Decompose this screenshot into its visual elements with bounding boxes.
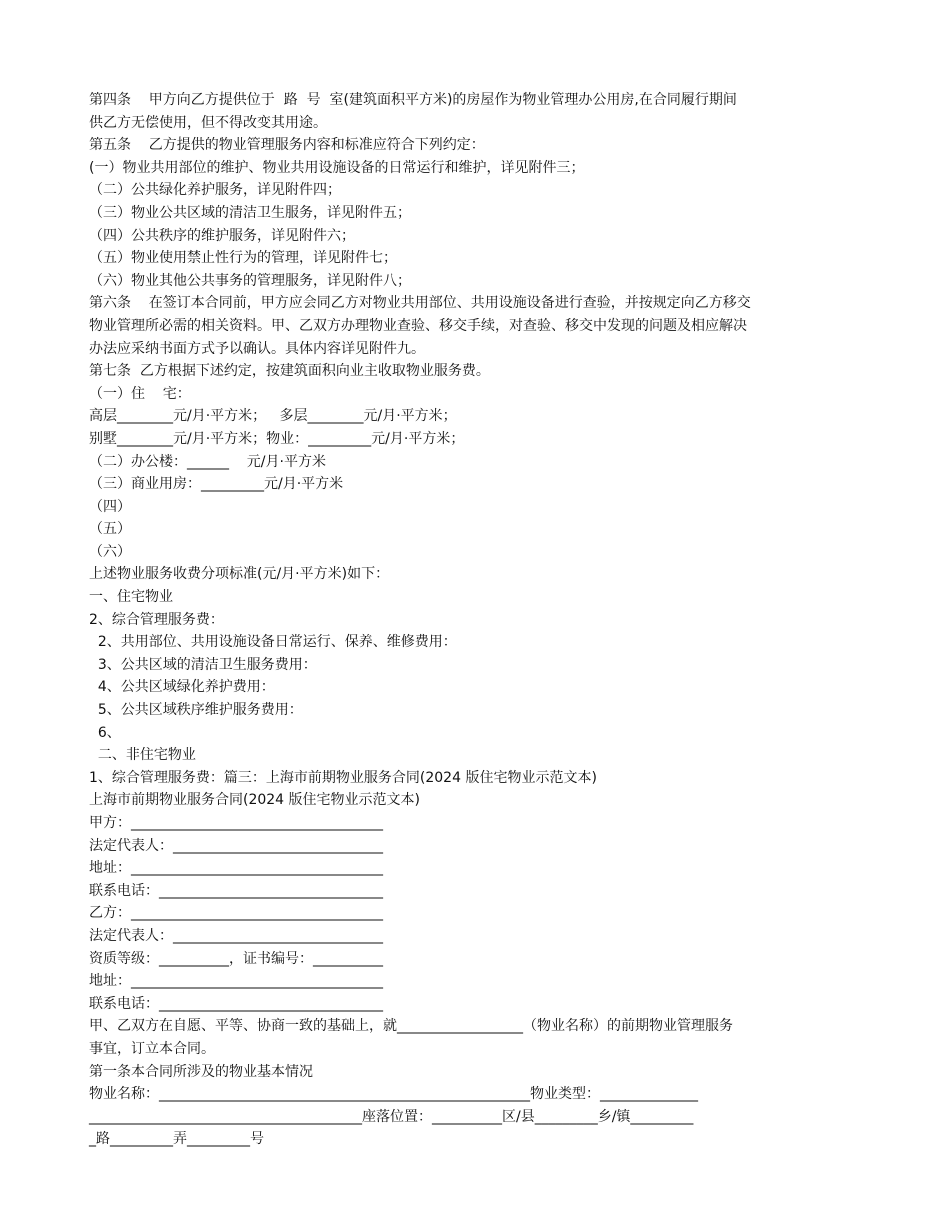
text-line: (一）物业共用部位的维护、物业共用设施设备的日常运行和维护，详见附件三； <box>89 159 585 176</box>
text-line: 法定代表人：______________________________ <box>89 837 383 854</box>
text-line: 6、 <box>89 724 121 741</box>
text-line: 别墅________元/月·平方米；物业：_________元/月·平方米； <box>89 430 465 447</box>
text-line: 联系电话：________________________________ <box>89 995 383 1012</box>
text-line: 3、公共区域的清洁卫生服务费用： <box>89 656 317 673</box>
text-line: 事宜，订立本合同。 <box>89 1040 215 1057</box>
text-line: 供乙方无偿使用，但不得改变其用途。 <box>89 114 327 131</box>
text-line: 办法应采纳书面方式予以确认。具体内容详见附件九。 <box>89 340 425 357</box>
text-line: 联系电话：________________________________ <box>89 882 383 899</box>
text-line: （四） <box>89 498 131 515</box>
text-line: （六）物业其他公共事务的管理服务，详见附件八； <box>89 272 411 289</box>
text-line: （三）商业用房：_________元/月·平方米 <box>89 476 344 493</box>
text-line: 法定代表人：______________________________ <box>89 927 383 944</box>
text-line: （二）办公楼：______ 元/月·平方米 <box>89 453 326 470</box>
text-line: （六） <box>89 543 131 560</box>
text-line: （五） <box>89 521 131 538</box>
text-line: 4、公共区域绿化养护费用： <box>89 679 275 696</box>
text-line: 5、公共区域秩序维护服务费用： <box>89 702 303 719</box>
text-line: （二）公共绿化养护服务，详见附件四； <box>89 182 341 199</box>
text-line: （三）物业公共区域的清洁卫生服务，详见附件五； <box>89 204 411 221</box>
text-line: 物业管理所必需的相关资料。甲、乙双方办理物业查验、移交手续，对查验、移交中发现的问题及相应解决 <box>89 317 747 334</box>
text-line: 1、综合管理服务费：篇三：上海市前期物业服务合同(2024 版住宅物业示范文本) <box>89 769 597 786</box>
text-line: （四）公共秩序的维护服务，详见附件六； <box>89 227 355 244</box>
text-line: 一、住宅物业 <box>89 589 173 606</box>
text-line: 甲方：____________________________________ <box>89 815 383 831</box>
text-line: 第一条本合同所涉及的物业基本情况 <box>89 1063 313 1080</box>
text-line: 资质等级：__________，证书编号：__________ <box>89 950 383 967</box>
text-line: 第五条 乙方提供的物业管理服务内容和标准应符合下列约定： <box>89 137 485 154</box>
text-line: _______________________________________座落位置：__________区/县_________乡/镇_________ <box>89 1108 694 1125</box>
text-line: _路_________弄_________号 <box>89 1131 264 1148</box>
text-line: 甲、乙双方在自愿、平等、协商一致的基础上，就__________________（物业名称）的前期物业管理服务 <box>89 1018 733 1035</box>
text-line: 第六条 在签订本合同前，甲方应会同乙方对物业共用部位、共用设施设备进行查验，并按规定向乙方移交 <box>89 295 751 312</box>
text-line: 物业名称：_____________________________________________________物业类型：______________ <box>89 1086 698 1103</box>
text-line: 地址：____________________________________ <box>89 860 383 877</box>
text-line: 第四条 甲方向乙方提供位于 路 号 室(建筑面积平方米)的房屋作为物业管理办公用房,在合同履行期间 <box>89 92 737 108</box>
text-line: 地址：____________________________________ <box>89 973 383 990</box>
text-line: 第七条 乙方根据下述约定，按建筑面积向业主收取物业服务费。 <box>89 363 490 380</box>
text-line: 二、非住宅物业 <box>89 747 196 764</box>
text-line: 高层________元/月·平方米； 多层________元/月·平方米； <box>89 408 457 425</box>
text-line: 乙方：____________________________________ <box>89 905 383 922</box>
text-line: （一）住 宅： <box>89 385 191 402</box>
text-line: 2、共用部位、共用设施设备日常运行、保养、维修费用： <box>89 634 457 651</box>
text-line: 2、综合管理服务费： <box>89 611 224 628</box>
text-line: 上海市前期物业服务合同(2024 版住宅物业示范文本) <box>89 792 421 809</box>
text-line: 上述物业服务收费分项标准(元/月·平方米)如下： <box>89 566 390 583</box>
text-line: （五）物业使用禁止性行为的管理，详见附件七； <box>89 250 397 267</box>
